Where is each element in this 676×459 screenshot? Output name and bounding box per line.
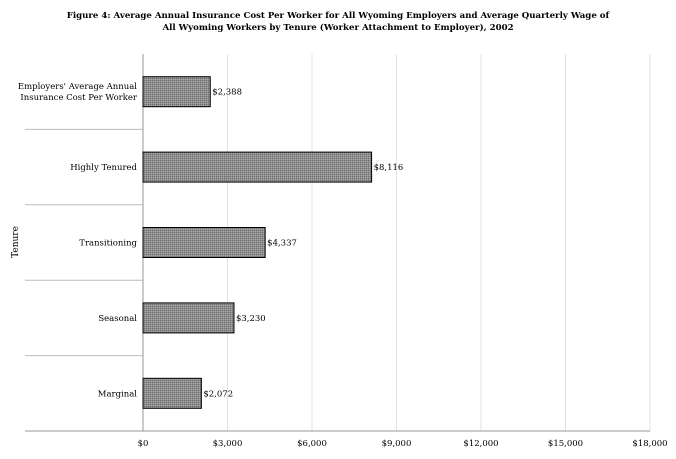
labels xyxy=(18,82,668,449)
x-tick-label: $18,000 xyxy=(632,439,668,449)
category-label: Employers' Average Annual xyxy=(17,82,137,93)
data-label: $2,072 xyxy=(203,389,234,400)
bar xyxy=(143,228,265,258)
chart-title-line-2: All Wyoming Workers by Tenure (Worker Attachment to Employer), 2002 xyxy=(162,23,514,33)
data-label: $3,230 xyxy=(235,313,266,324)
bar xyxy=(143,77,210,107)
y-axis-label: Tenure xyxy=(11,226,21,258)
category-label: Highly Tenured xyxy=(70,163,137,174)
x-tick-label: $3,000 xyxy=(212,439,243,449)
category-label: Marginal xyxy=(97,389,137,400)
x-tick-label: $9,000 xyxy=(381,439,412,449)
x-tick-label: $6,000 xyxy=(297,439,327,449)
bar xyxy=(143,378,201,408)
bar xyxy=(143,152,372,182)
bars xyxy=(143,77,372,409)
x-tick-label: $12,000 xyxy=(463,439,499,449)
category-label: Seasonal xyxy=(98,313,137,324)
category-label: Transitioning xyxy=(79,238,137,249)
x-tick-label: $15,000 xyxy=(547,439,584,449)
bar xyxy=(143,303,234,333)
data-label: $2,388 xyxy=(212,87,243,98)
data-label: $4,337 xyxy=(267,238,297,249)
data-label: $8,116 xyxy=(373,163,404,174)
x-tick-label: $0 xyxy=(137,439,149,449)
category-label: Insurance Cost Per Worker xyxy=(20,93,137,104)
chart-title-line-1: Figure 4: Average Annual Insurance Cost Per Worker for All Wyoming Employers and Average Quarterly Wage of xyxy=(66,11,610,21)
